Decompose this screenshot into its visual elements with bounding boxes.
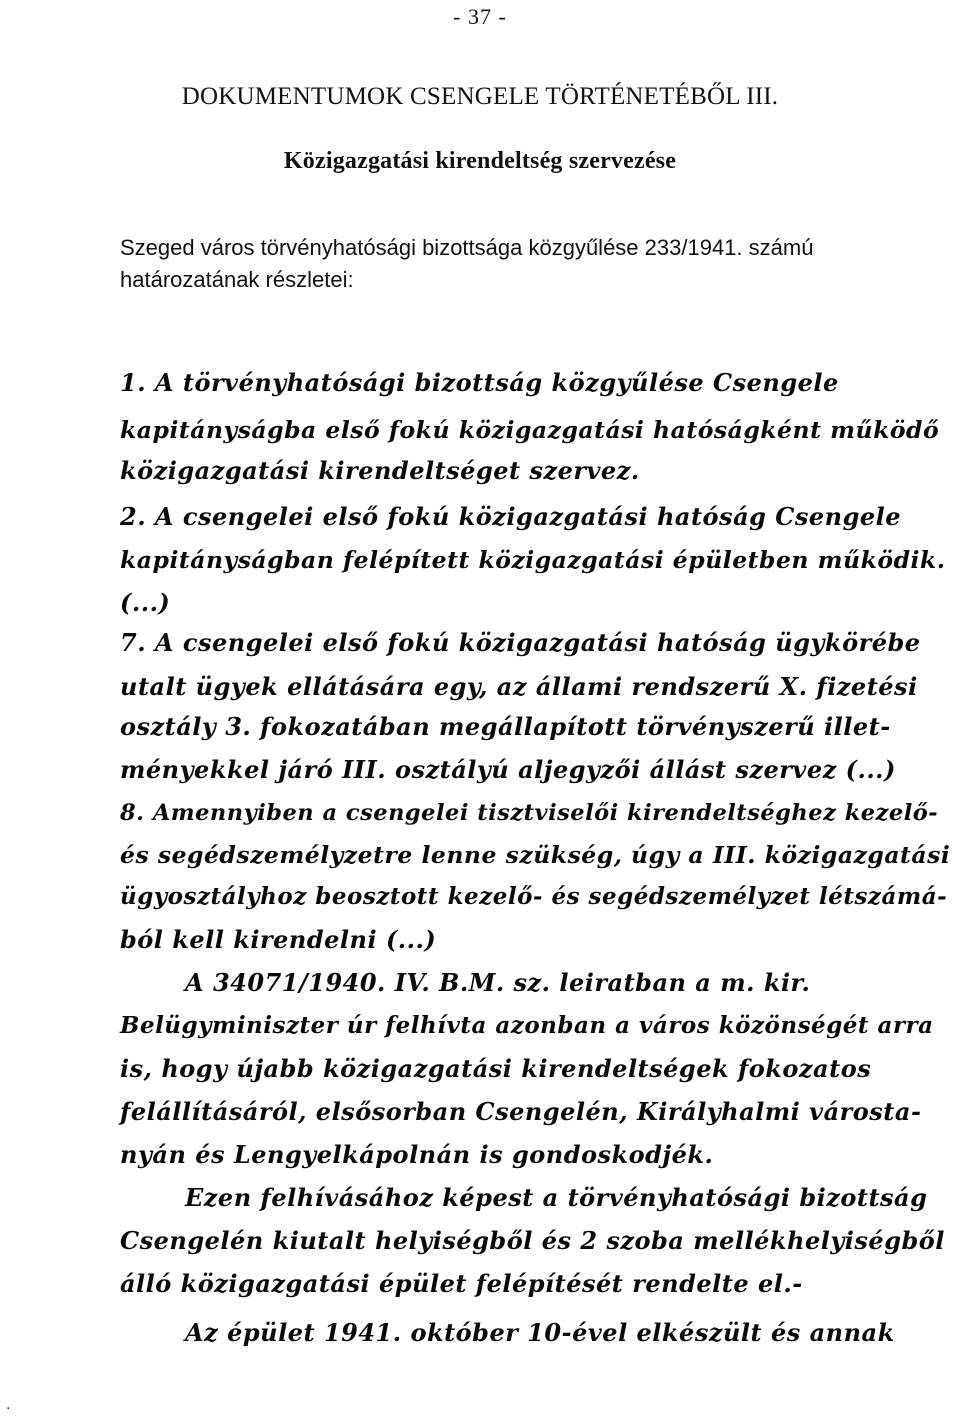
script-line: kapitányságba első fokú közigazgatási hatóságként működő: [120, 416, 940, 444]
script-line: A 34071/1940. IV. B.M. sz. leiratban a m. kir.: [185, 968, 811, 997]
script-line: és segédszemélyzetre lenne szükség, úgy a III. közigazgatási: [120, 841, 951, 869]
script-line: ból kell kirendelni (...): [120, 925, 437, 954]
script-line: 8. Amennyiben a csengelei tisztviselői kirendeltséghez kezelő-: [120, 800, 939, 826]
script-line: Ezen felhívásához képest a törvényhatósági bizottság: [185, 1183, 928, 1212]
script-line: ügyosztályhoz beosztott kezelő- és segédszemélyzet létszámá-: [120, 883, 948, 910]
script-line: 7. A csengelei első fokú közigazgatási hatóság ügykörébe: [120, 628, 921, 657]
script-line: közigazgatási kirendeltséget szervez.: [120, 456, 640, 485]
document-title: DOKUMENTUMOK CSENGELE TÖRTÉNETÉBŐL III.: [181, 83, 779, 110]
document-subtitle: Közigazgatási kirendeltség szervezése: [283, 148, 677, 174]
stray-mark: .: [6, 1396, 11, 1413]
script-line: Az épület 1941. október 10-ével elkészült és annak: [185, 1318, 895, 1347]
script-line: 1. A törvényhatósági bizottság közgyűlése Csengele: [120, 368, 839, 397]
script-line: felállításáról, elsősorban Csengelén, Királyhalmi városta-: [120, 1097, 922, 1126]
script-line: (...): [120, 588, 171, 617]
script-line: ményekkel járó III. osztályú aljegyzői állást szervez (...): [120, 755, 896, 784]
script-line: utalt ügyek ellátására egy, az állami rendszerű X. fizetési: [120, 672, 918, 701]
intro-line: határozatának részletei:: [120, 267, 354, 292]
intro-line: Szeged város törvényhatósági bizottsága közgyűlése 233/1941. számú: [120, 235, 814, 260]
script-line: álló közigazgatási épület felépítését rendelte el.-: [120, 1269, 803, 1298]
script-line: nyán és Lengyelkápolnán is gondoskodjék.: [120, 1140, 714, 1169]
script-line: Csengelén kiutalt helyiségből és 2 szoba mellékhelyiségből: [120, 1226, 945, 1255]
page-number: - 37 -: [453, 4, 507, 29]
script-line: kapitányságban felépített közigazgatási épületben működik.: [120, 546, 946, 574]
script-line: osztály 3. fokozatában megállapított törvényszerű illet-: [120, 712, 891, 741]
script-line: is, hogy újabb közigazgatási kirendeltségek fokozatos: [120, 1054, 872, 1083]
script-line: 2. A csengelei első fokú közigazgatási hatóság Csengele: [120, 502, 902, 531]
script-line: Belügyminiszter úr felhívta azonban a város közönségét arra: [120, 1012, 934, 1039]
